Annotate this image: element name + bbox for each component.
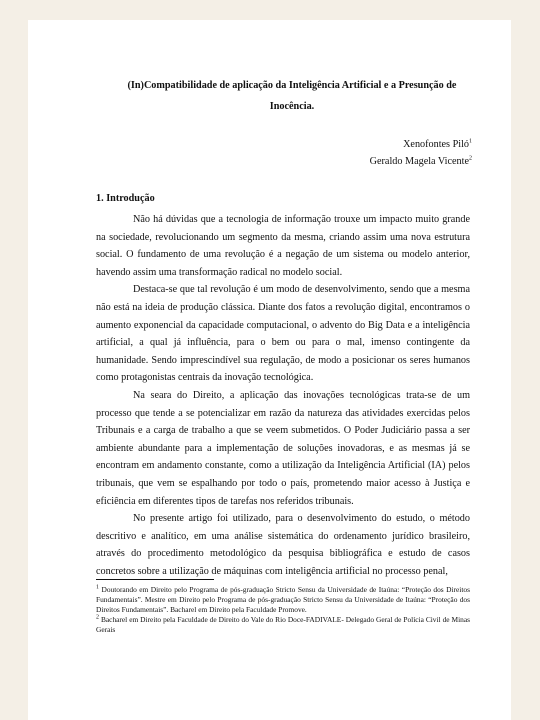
document-title <box>96 75 488 117</box>
footnote-marker[interactable]: 2 <box>469 155 472 162</box>
paragraph: No presente artigo foi utilizado, para o desenvolvimento do estudo, o método descritivo e analítico, em uma análise sistemática do ordenamento jurídico brasileiro, através do procedimento metodológico da pesquisa bibliográfica e estudo de casos concretos sobre a utilização de máquinas com inteligência artificial no processo penal, <box>96 513 470 577</box>
document-page <box>28 20 511 720</box>
author-1 <box>403 138 472 151</box>
footnote-divider <box>96 579 214 580</box>
section-heading: 1. Introdução <box>96 193 155 204</box>
footnotes <box>96 585 470 635</box>
author-2 <box>370 155 472 168</box>
paragraph: Na seara do Direito, a aplicação das inovações tecnológicas trata-se de um processo que tende a se potencializar em razão da natureza das atividades exercidas pelos Tribunais e a carga de trabalho a que se veem submetidos. O Poder Judiciário passa a ser ambiente abundante para a implementação de soluções inovadoras, e as mesmas já se encontram em andamento constante, como a utilização da Inteligência Artificial (IA) pelos tribunais, que vem se espalhando por todo o país, prometendo maior acesso à Justiça e eficiência em diferentes tipos de tarefas nos referidos tribunais. <box>96 389 470 507</box>
paragraph: Não há dúvidas que a tecnologia de informação trouxe um impacto muito grande na sociedade, revolucionando um segmento da mesma, criando assim uma nova estrutura social. O fundamento de uma revolução é a negação de um sistema ou modelo anterior, havendo assim uma transformação radical no modelo social. <box>96 214 470 278</box>
paragraph: Destaca-se que tal revolução é um modo de desenvolvimento, sendo que a mesma não está na ideia de produção clássica. Diante dos fatos a revolução digital, encontramos o aumento exponencial da capacidade computacional, o advento do Big Data e a inteligência artificial, a qual já influência, para o bem ou para o mal, imenso contingente da humanidade. Sendo imprescindível sua regulação, de modo a posicionar os seres humanos como protagonistas centrais da inovação tecnológica. <box>96 284 470 384</box>
footnote-marker[interactable]: 1 <box>469 138 472 145</box>
title-line-1: (In)Compatibilidade de aplicação da Inteligência Artificial e a Presunção de <box>127 80 457 91</box>
footnote-2 <box>96 615 470 635</box>
footnote-text: Bacharel em Direito pela Faculdade de Direito do Vale do Rio Doce-FADIVALE- Delegado Geral de Polícia Civil de Minas Gerais <box>96 615 470 634</box>
author-name: Xenofontes Piló <box>403 139 469 150</box>
body-text <box>96 211 470 580</box>
title-line-2: Inocência. <box>269 101 315 112</box>
footnote-number: 1 <box>96 584 99 591</box>
footnote-number: 2 <box>96 614 99 621</box>
footnote-text: Doutorando em Direito pelo Programa de pós-graduação Stricto Sensu da Universidade de Itaúna: “Proteção dos Direitos Fundamentais”. Mestre em Direito pelo Programa de pós-graduação Stricto Sensu da Universidade de Itaúna: “Proteção dos Direitos Fundamentais”. Bacharel em Direito pela Faculdade Promove. <box>96 585 470 614</box>
author-name: Geraldo Magela Vicente <box>369 156 469 167</box>
footnote-1 <box>96 585 470 615</box>
